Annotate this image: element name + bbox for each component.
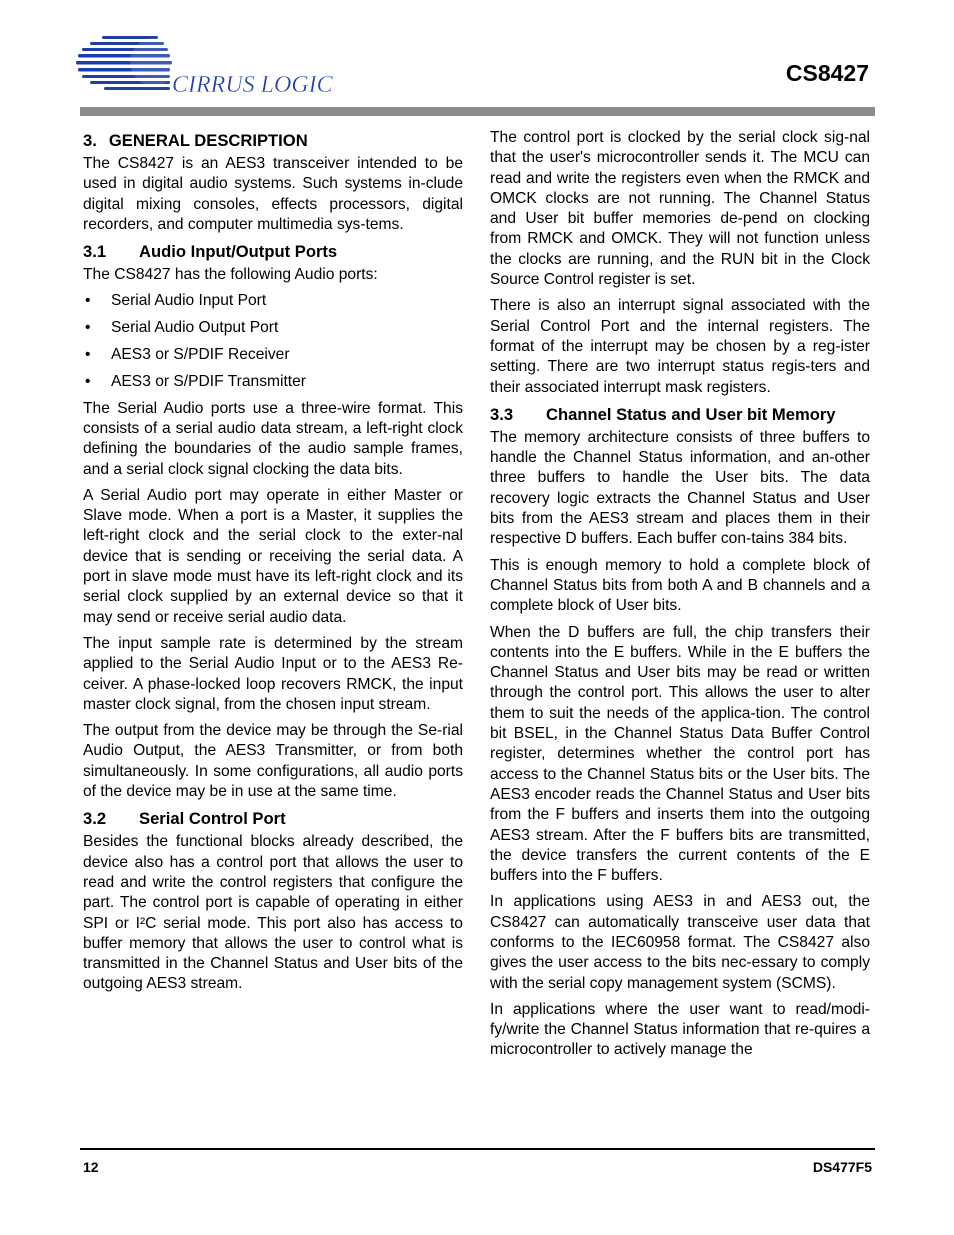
paragraph: A Serial Audio port may operate in either Master or Slave mode. When a port is a Master, it supplies the left-right clock and the serial clock to the exter-nal device that is sending or receiving the serial data. A port in slave mode must have its left-right clock and its serial clock supplied by an external device so that it may send or receive serial audio data. <box>83 486 463 626</box>
paragraph: The control port is clocked by the serial clock sig-nal that the user's microcontroller sends it. The MCU can read and write the registers even when the RMCK and OMCK clocks are not running. The Channel Status and User bit buffer memories de-pend on clocking from RMCK and OMCK. They will not function unless the clocks are running, and the RUN bit in the Clock Source Control register is set. <box>490 129 870 289</box>
paragraph: When the D buffers are full, the chip transfers their contents into the E buffers. While in the E buffers the Channel Status and User bits may be read or written through the control port. This allows the user to alter them to suit the needs of the applica-tion. The control bit BSEL, in the Channel Status Data Buffer Control register, determines whether the control port has access to the Channel Status bits or the User bits. The AES3 encoder reads the Channel Status and User bits from the F buffers and inserts them into the outgoing AES3 stream. After the F buffers bits are transmitted, the device transfers the current contents of the E buffers into the F buffers. <box>490 623 870 885</box>
audio-ports-list <box>83 291 463 392</box>
logo-wordmark: CIRRUS LOGIC <box>172 72 333 96</box>
part-number: CS8427 <box>785 60 869 86</box>
list-item: • AES3 or S/PDIF Receiver <box>83 345 463 365</box>
paragraph: In applications where the user want to read/modi-fy/write the Channel Status information that re-quires a microcontroller to actively manage the <box>490 1000 870 1059</box>
header-rule <box>80 107 875 116</box>
paragraph: The CS8427 is an AES3 transceiver intended to be used in digital audio systems. Such systems in-clude digital mixing consoles, effects processors, digital recorders, and computer multimedia sys-tems. <box>83 155 463 233</box>
paragraph: This is enough memory to hold a complete block of Channel Status bits from both A and B channels and a complete block of User bits. <box>490 556 870 615</box>
document-id: DS477F5 <box>812 1159 872 1175</box>
left-column <box>83 128 463 1001</box>
list-item: • Serial Audio Output Port <box>83 318 463 338</box>
paragraph: In applications using AES3 in and AES3 out, the CS8427 can automatically transceive user data that conforms to the IEC60958 format. The CS8427 also gives the user access to the bits nec-essary to comply with the serial copy management system (SCMS). <box>490 893 870 992</box>
paragraph: Besides the functional blocks already described, the device also has a control port that allows the user to read and write the control registers that configure the part. The control port is capable of operating in either SPI or I²C serial mode. This port also has access to buffer memory that allows the user to control what is transmitted in the Channel Status and User bits of the outgoing AES3 stream. <box>83 833 463 993</box>
section-3-1-heading: 3.1 Audio Input/Output Ports <box>83 242 338 262</box>
right-column <box>490 128 870 1067</box>
paragraph: The Serial Audio ports use a three-wire format. This consists of a serial audio data stream, a left-right clock defining the boundaries of the audio sample frames, and a serial clock signal clocking the data bits. <box>83 399 463 478</box>
list-item: • AES3 or S/PDIF Transmitter <box>83 372 463 392</box>
page-number: 12 <box>83 1159 99 1175</box>
cirrus-logic-logo <box>76 34 346 96</box>
paragraph: The memory architecture consists of three buffers to handle the Channel Status information, and an-other three buffers to handle the User bits. The data recovery logic extracts the Channel Status and User bits from the AES3 stream and places them in their respective D buffers. Each buffer con-tains 384 bits. <box>490 428 870 548</box>
paragraph: There is also an interrupt signal associated with the Serial Control Port and the internal registers. The format of the interrupt may be chosen by a reg-ister setting. There are two interrupt status regis-ters and their associated interrupt mask registers. <box>490 297 870 396</box>
footer-rule <box>80 1148 875 1150</box>
section-3-3-heading: 3.3 Channel Status and User bit Memory <box>490 404 836 424</box>
paragraph: The CS8427 has the following Audio ports: <box>83 266 378 284</box>
section-3-2-heading: 3.2 Serial Control Port <box>83 809 286 829</box>
paragraph: The output from the device may be through the Se-rial Audio Output, the AES3 Transmitter, or from both simultaneously. In some configurations, all audio ports of the device may be in use at the same time. <box>83 722 463 801</box>
paragraph: The input sample rate is determined by the stream applied to the Serial Audio Input or to the AES3 Re-ceiver. A phase-locked loop recovers RMCK, the input master clock signal, from the chosen input stream. <box>83 634 463 713</box>
list-item: • Serial Audio Input Port <box>83 291 463 311</box>
section-3-heading: 3. GENERAL DESCRIPTION <box>83 131 308 150</box>
